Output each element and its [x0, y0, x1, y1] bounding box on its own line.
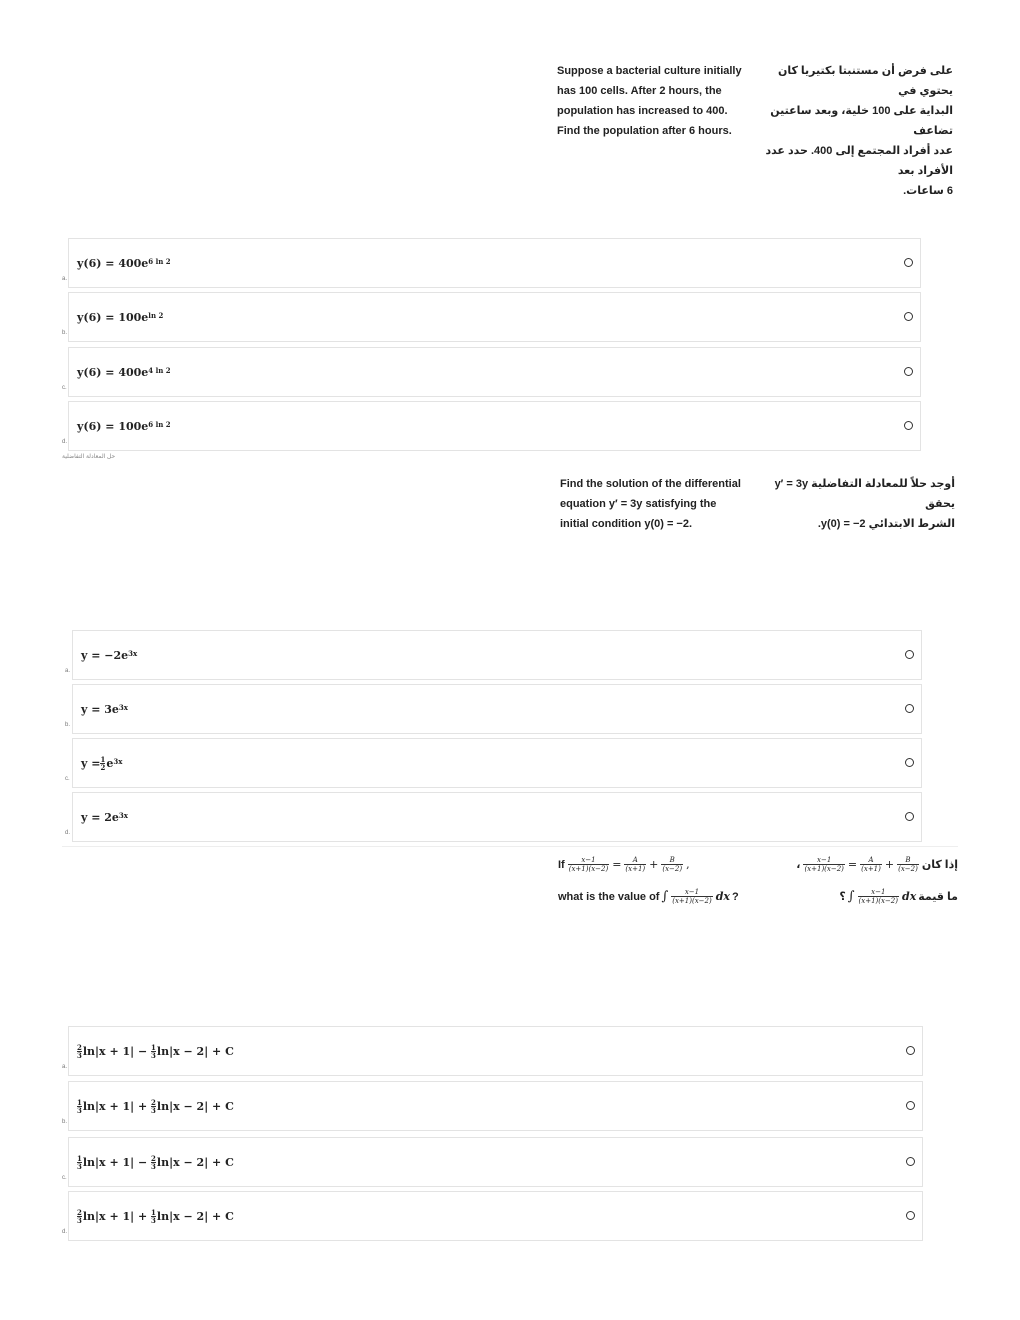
fraction: $\frac{x-1}{(x+1)(x-2)}$ — [858, 888, 898, 905]
fraction: $\frac{B}{(x-2)}$ — [662, 856, 683, 873]
radio-button-icon[interactable] — [905, 650, 914, 659]
radio-button-icon[interactable] — [905, 812, 914, 821]
question-3-text-en — [558, 855, 739, 907]
option-letter: b. — [62, 1119, 68, 1125]
fraction: 2 3 — [77, 1042, 82, 1060]
option-text: y(6) = 100e $^{ln 2}$ — [77, 310, 164, 324]
fraction: $\frac{x-1}{(x+1)(x-2)}$ — [804, 856, 844, 873]
option-text: 2 3 ln|x + 1| + $\frac{1}{3}$ ln|x − 2| + C — [77, 1207, 234, 1225]
text-line: البداية على 100 خلية، وبعد ساعتين تضاعف — [770, 105, 953, 137]
option-letter: d. — [62, 439, 68, 445]
text-line: Find the solution of the differential — [560, 478, 741, 490]
option-text: y(6) = 100e $^{6 ln 2}$ — [77, 419, 171, 433]
text-line: على فرض أن مستنبتا بكتيريا كان يحتوي في — [777, 65, 953, 97]
fraction: $\frac{x-1}{(x+1)(x-2)}$ — [672, 888, 712, 905]
answer-option-q3-c[interactable] — [68, 1137, 923, 1187]
question-2-text-en — [560, 474, 755, 534]
answer-option-q1-a[interactable] — [68, 238, 921, 288]
fraction: 1 3 — [77, 1097, 82, 1115]
text-line: Suppose a bacterial culture initially — [557, 65, 742, 77]
divider — [62, 846, 958, 847]
text-line: الشرط الابتدائي y(0) = −2. — [817, 518, 955, 530]
option-letter: b. — [62, 330, 68, 336]
radio-button-icon[interactable] — [906, 1101, 915, 1110]
fraction: $\frac{B}{(x-2)}$ — [898, 856, 918, 873]
question-1-text-ar — [763, 61, 953, 201]
equation-line: إذا كان $\frac{x-1}{(x+1)(x-2)}$ = $\frac{A}{(x+1)}$ + $\frac{B}{(x-2)}$ ، — [796, 856, 958, 873]
fraction: $\frac{2}{3}$ — [151, 1097, 156, 1115]
option-letter: b. — [65, 722, 71, 728]
equation-line: If $\frac{x-1}{(x+1)(x-2)}$ = $\frac{A}{(x+1)}$ + $\frac{B}{(x-2)}$ , — [558, 856, 690, 873]
answer-option-q1-c[interactable] — [68, 347, 921, 397]
answer-option-q2-b[interactable] — [72, 684, 922, 734]
answer-option-q3-b[interactable] — [68, 1081, 923, 1131]
fraction: $\frac{1}{3}$ — [151, 1207, 156, 1225]
option-text: 1 3 ln|x + 1| + $\frac{2}{3}$ ln|x − 2| + C — [77, 1097, 234, 1115]
question-line: ما قيمة ∫ $\frac{x-1}{(x+1)(x-2)}$ dx ؟ — [839, 888, 958, 905]
option-text: y = 3e $^{3x}$ — [81, 702, 128, 716]
fraction: $\frac{x-1}{(x+1)(x-2)}$ — [568, 856, 609, 873]
breadcrumb[interactable]: حل المعادلة التفاضلية — [62, 454, 116, 460]
text-line: has 100 cells. After 2 hours, the — [557, 85, 722, 97]
answer-option-q2-a[interactable] — [72, 630, 922, 680]
radio-button-icon[interactable] — [904, 258, 913, 267]
answer-option-q2-d[interactable] — [72, 792, 922, 842]
question-line: what is the value of ∫ $\frac{x-1}{(x+1)(x-2)}$ dx ? — [558, 888, 739, 905]
fraction: $\frac{2}{3}$ — [151, 1153, 156, 1171]
option-text: y = −2e $^{3x}$ — [81, 648, 138, 662]
text-line: population has increased to 400. — [557, 105, 728, 117]
question-2-text-ar — [765, 474, 955, 534]
answer-option-q3-d[interactable] — [68, 1191, 923, 1241]
option-text: y(6) = 400e $^{6 ln 2}$ — [77, 256, 171, 270]
answer-option-q1-d[interactable] — [68, 401, 921, 451]
fraction: $\frac{A}{(x+1)}$ — [625, 856, 646, 873]
answer-option-q2-c[interactable] — [72, 738, 922, 788]
option-letter: c. — [65, 776, 70, 782]
fraction: 2 3 — [77, 1207, 82, 1225]
radio-button-icon[interactable] — [904, 421, 913, 430]
answer-option-q3-a[interactable] — [68, 1026, 923, 1076]
radio-button-icon[interactable] — [906, 1157, 915, 1166]
option-letter: d. — [62, 1229, 68, 1235]
fraction: 1 3 — [77, 1153, 82, 1171]
radio-button-icon[interactable] — [904, 367, 913, 376]
radio-button-icon[interactable] — [905, 758, 914, 767]
option-text: y = $\frac{1}{2}$ e $^{3x}$ — [81, 754, 123, 772]
fraction: $\frac{A}{(x+1)}$ — [861, 856, 881, 873]
option-letter: d. — [65, 830, 71, 836]
option-letter: a. — [62, 1064, 68, 1070]
answer-option-q1-b[interactable] — [68, 292, 921, 342]
option-text: 1 3 ln|x + 1| − $\frac{2}{3}$ ln|x − 2| + C — [77, 1153, 234, 1171]
radio-button-icon[interactable] — [905, 704, 914, 713]
fraction: $\frac{1}{3}$ — [151, 1042, 156, 1060]
radio-button-icon[interactable] — [906, 1046, 915, 1055]
text-line: equation y′ = 3y satisfying the — [560, 498, 717, 510]
text-line: عدد أفراد المجتمع إلى 400. حدد عدد الأفراد بعد — [765, 145, 953, 177]
text-line: 6 ساعات. — [903, 185, 953, 197]
fraction: $\frac{1}{2}$ — [100, 754, 106, 772]
option-text: y = 2e $^{3x}$ — [81, 810, 128, 824]
option-letter: c. — [62, 385, 67, 391]
question-3-text-ar — [786, 855, 958, 907]
radio-button-icon[interactable] — [904, 312, 913, 321]
option-letter: c. — [62, 1175, 67, 1181]
option-text: y(6) = 400e $^{4 ln 2}$ — [77, 365, 171, 379]
radio-button-icon[interactable] — [906, 1211, 915, 1220]
option-letter: a. — [62, 276, 68, 282]
text-line: initial condition y(0) = −2. — [560, 518, 693, 530]
option-text: 2 3 ln|x + 1| − $\frac{1}{3}$ ln|x − 2| + C — [77, 1042, 234, 1060]
option-letter: a. — [65, 668, 71, 674]
text-line: Find the population after 6 hours. — [557, 125, 732, 137]
question-1-text-en — [557, 61, 752, 141]
text-line: أوجد حلاً للمعادلة التفاضلية y′ = 3y يحقق — [774, 478, 955, 510]
